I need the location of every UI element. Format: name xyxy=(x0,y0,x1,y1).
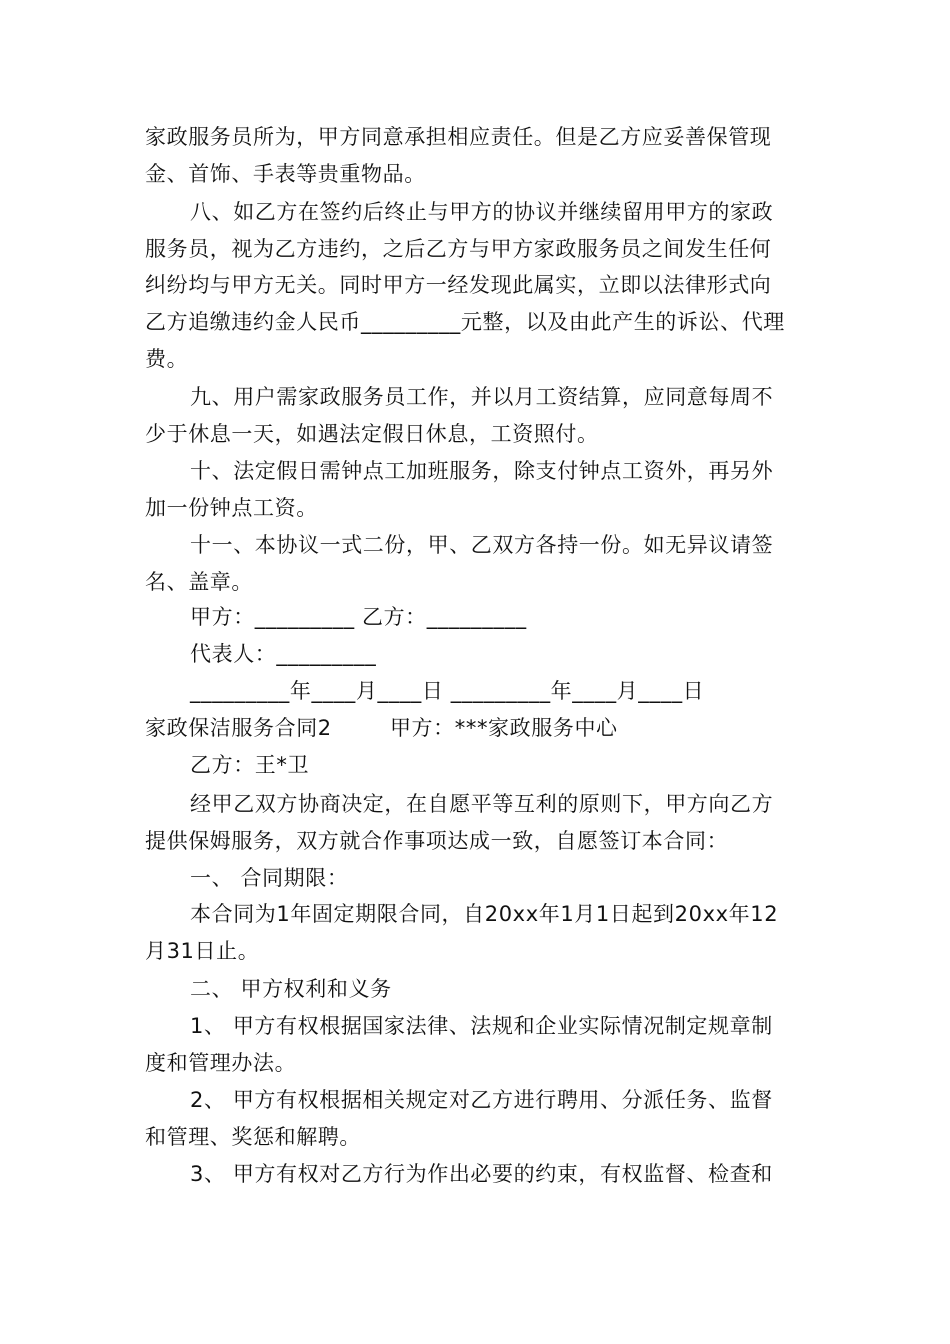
paragraph-line: 加一份钟点工资。 xyxy=(145,496,318,520)
section-1-heading: 一、 合同期限： xyxy=(190,866,349,890)
paragraph-line: 服务员，视为乙方违约，之后乙方与甲方家政服务员之间发生任何 xyxy=(145,237,772,261)
party-b-line: 乙方：王*卫 xyxy=(190,753,310,777)
paragraph-line: 月31日止。 xyxy=(145,939,260,963)
paragraph-line: 经甲乙双方协商决定，在自愿平等互利的原则下，甲方向乙方 xyxy=(190,792,774,816)
paragraph-line: 纠纷均与甲方无关。同时甲方一经发现此属实，立即以法律形式向 xyxy=(145,273,772,297)
item-2-line: 2、 甲方有权根据相关规定对乙方进行聘用、分派任务、监督 xyxy=(190,1088,773,1112)
clause-8-line: 八、如乙方在签约后终止与甲方的协议并继续留用甲方的家政 xyxy=(190,200,774,224)
paragraph-line: 提供保姆服务，双方就合作事项达成一致，自愿签订本合同： xyxy=(145,829,729,853)
item-1-line: 1、 甲方有权根据国家法律、法规和企业实际情况制定规章制 xyxy=(190,1014,773,1038)
item-3-line: 3、 甲方有权对乙方行为作出必要的约束，有权监督、检查和 xyxy=(190,1162,773,1186)
paragraph-line: 本合同为1年固定期限合同，自20xx年1月1日起到20xx年12 xyxy=(190,902,779,926)
paragraph-line: 和管理、奖惩和解聘。 xyxy=(145,1125,361,1149)
signature-parties-line: 甲方：_________ 乙方：_________ xyxy=(190,605,527,629)
paragraph-line: 费。 xyxy=(145,347,189,371)
representative-line: 代表人：_________ xyxy=(190,642,377,666)
paragraph-line: 金、首饰、手表等贵重物品。 xyxy=(145,162,426,186)
paragraph-line: 名、盖章。 xyxy=(145,570,253,594)
paragraph-line: 家政服务员所为，甲方同意承担相应责任。但是乙方应妥善保管现 xyxy=(145,125,772,149)
paragraph-line: 少于休息一天，如遇法定假日休息，工资照付。 xyxy=(145,422,599,446)
section-2-heading: 二、 甲方权利和义务 xyxy=(190,977,392,1001)
clause-11-line: 十一、本协议一式二份，甲、乙双方各持一份。如无异议请签 xyxy=(190,533,774,557)
clause-9-line: 九、用户需家政服务员工作，并以月工资结算，应同意每周不 xyxy=(190,385,774,409)
paragraph-line: 度和管理办法。 xyxy=(145,1051,297,1075)
contract-2-header-line: 家政保洁服务合同2 甲方：***家政服务中心 xyxy=(145,716,618,740)
paragraph-line: 乙方追缴违约金人民币_________元整，以及由此产生的诉讼、代理 xyxy=(145,310,785,334)
date-line: _________年____月____日 _________年____月____日 xyxy=(190,679,705,703)
clause-10-line: 十、法定假日需钟点工加班服务，除支付钟点工资外，再另外 xyxy=(190,459,774,483)
